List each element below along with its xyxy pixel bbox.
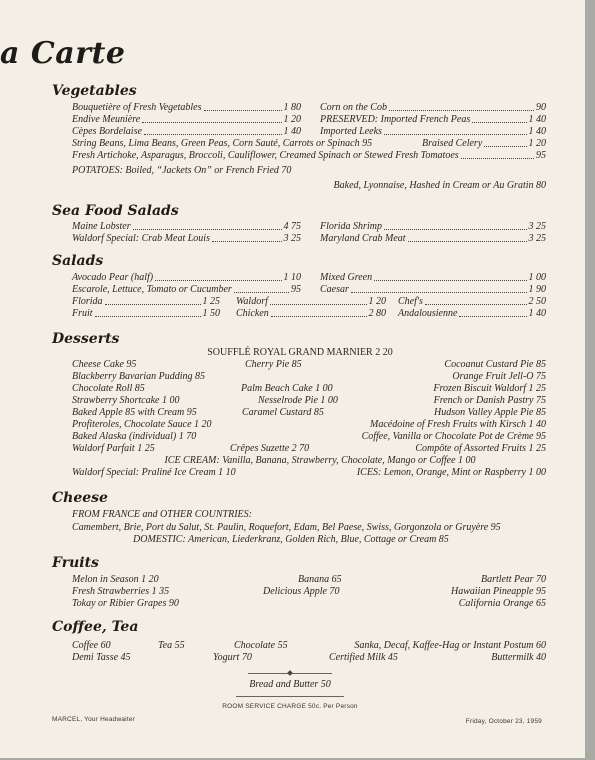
ice-cream-line: ICE CREAM: Vanilla, Banana, Strawberry, Chocolate, Mango or Coffee 1 00 — [164, 455, 476, 466]
item-name: Maryland Crab Meat — [320, 233, 406, 244]
praline-line: Waldorf Special: Praliné Ice Cream 1 10 — [72, 467, 236, 478]
fruits-heading: Fruits — [52, 555, 99, 571]
cheese-heading: Cheese — [52, 490, 108, 506]
item-price: 1 90 — [528, 284, 546, 295]
item-price: 3 25 — [283, 233, 301, 244]
cheese-list-line: Camembert, Brie, Port du Salut, St. Paulin, Roquefort, Edam, Bel Paese, Swiss, Gorgonzola or Gruyère 95 — [72, 522, 501, 533]
salads-heading: Salads — [52, 253, 104, 269]
coffee-item: Yogurt 70 — [213, 652, 252, 663]
menu-item — [72, 233, 301, 245]
menu-item — [72, 296, 220, 308]
item-price: 1 20 — [368, 296, 386, 307]
item-price: 2 80 — [368, 308, 386, 319]
item-price: 1 50 — [202, 308, 220, 319]
item-price: 1 10 — [283, 272, 301, 283]
item-price: 1 25 — [202, 296, 220, 307]
item-name: Corn on the Cob — [320, 102, 387, 113]
dessert-item: Coffee, Vanilla or Chocolate Pot de Crème 95 — [361, 431, 546, 442]
dessert-item: Cheese Cake 95 — [72, 359, 137, 370]
item-name: Mixed Green — [320, 272, 373, 283]
item-name: Bouquetière of Fresh Vegetables — [72, 102, 202, 113]
fruit-item: Tokay or Ribier Grapes 90 — [72, 598, 179, 609]
dessert-item: Macédoine of Fresh Fruits with Kirsch 1 40 — [369, 419, 546, 430]
menu-item — [72, 126, 301, 138]
item-name: Chicken — [236, 308, 269, 319]
menu-item — [398, 308, 546, 320]
menu-item — [320, 221, 546, 233]
item-name: Waldorf Special: Crab Meat Louis — [72, 233, 210, 244]
coffee-item: Tea 55 — [158, 640, 185, 651]
menu-title: a Carte — [0, 36, 126, 71]
dessert-item: Chocolate Roll 85 — [72, 383, 145, 394]
baked-potatoes-line: Baked, Lyonnaise, Hashed in Cream or Au Gratin 80 — [333, 180, 546, 191]
item-name: Fresh Artichoke, Asparagus, Broccoli, Cauliflower, Creamed Spinach or Stewed Fresh Tomatoes — [72, 150, 459, 161]
item-price: 1 40 — [528, 126, 546, 137]
dessert-item: Hudson Valley Apple Pie 85 — [433, 407, 546, 418]
menu-item — [72, 272, 301, 284]
item-price: 1 80 — [283, 102, 301, 113]
ices-line: ICES: Lemon, Orange, Mint or Raspberry 1 00 — [356, 467, 546, 478]
menu-item — [72, 114, 301, 126]
dessert-item: Waldorf Parfait 1 25 — [72, 443, 155, 454]
dessert-item: Profiteroles, Chocolate Sauce 1 20 — [72, 419, 212, 430]
divider — [236, 696, 344, 697]
item-name: Florida — [72, 296, 103, 307]
fruit-item: Bartlett Pear 70 — [481, 574, 546, 585]
dessert-item: Blackberry Bavarian Pudding 85 — [72, 371, 206, 382]
item-name: Imported Leeks — [320, 126, 382, 137]
menu-date: Friday, October 23, 1959 — [465, 718, 542, 725]
divider-ornament — [287, 670, 293, 676]
dessert-item: Cherry Pie 85 — [245, 359, 302, 370]
dessert-item: Cocoanut Custard Pie 85 — [444, 359, 546, 370]
item-price: 1 40 — [528, 308, 546, 319]
item-name: Maine Lobster — [72, 221, 131, 232]
service-charge: ROOM SERVICE CHARGE 50c. Per Person — [222, 703, 358, 710]
item-name: Avocado Pear (half) — [72, 272, 154, 283]
menu-item — [72, 308, 220, 320]
item-name: Escarole, Lettuce, Tomato or Cucumber — [72, 284, 232, 295]
dessert-item: Palm Beach Cake 1 00 — [241, 383, 333, 394]
dessert-item: Crêpes Suzette 2 70 — [230, 443, 310, 454]
dessert-item: Caramel Custard 85 — [242, 407, 324, 418]
coffee-item: Sanka, Decaf, Kaffee-Hag or Instant Postum 60 — [354, 640, 546, 651]
item-price: 1 40 — [283, 126, 301, 137]
fruit-item: Melon in Season 1 20 — [72, 574, 159, 585]
item-name: Florida Shrimp — [320, 221, 382, 232]
coffee-item: Coffee 60 — [72, 640, 111, 651]
menu-item — [72, 150, 546, 162]
item-price: 90 — [536, 102, 546, 113]
coffee-item: Buttermilk 40 — [491, 652, 546, 663]
item-price: 3 25 — [528, 233, 546, 244]
dessert-item: Strawberry Shortcake 1 00 — [72, 395, 180, 406]
dessert-item: French or Danish Pastry 75 — [433, 395, 546, 406]
dessert-item: Nesselrode Pie 1 00 — [258, 395, 338, 406]
item-name: Andalousienne — [398, 308, 458, 319]
item-price: 1 40 — [528, 114, 546, 125]
menu-item — [72, 102, 301, 114]
item-price: 95 — [291, 284, 301, 295]
vegetables-heading: Vegetables — [52, 83, 137, 99]
coffee-item: Chocolate 55 — [234, 640, 288, 651]
menu-item — [320, 126, 546, 138]
menu-item — [72, 221, 301, 233]
dessert-item: Frozen Biscuit Waldorf 1 25 — [433, 383, 546, 394]
item-name: Chef's — [398, 296, 423, 307]
item-price: 2 50 — [528, 296, 546, 307]
menu-item — [422, 138, 546, 150]
fruit-item: Fresh Strawberries 1 35 — [72, 586, 170, 597]
menu-item — [320, 284, 546, 296]
cheese-from-line: FROM FRANCE and OTHER COUNTRIES: — [72, 509, 252, 520]
item-name: Braised Celery — [422, 138, 483, 149]
fruit-item: Banana 65 — [298, 574, 342, 585]
dessert-item: Orange Fruit Jell-O 75 — [452, 371, 546, 382]
item-price: 1 20 — [283, 114, 301, 125]
menu-item — [72, 284, 301, 296]
item-price: 3 25 — [528, 221, 546, 232]
coffee-item: Demi Tasse 45 — [72, 652, 131, 663]
menu-item — [320, 102, 546, 114]
menu-item — [236, 308, 386, 320]
item-name: Cèpes Bordelaise — [72, 126, 142, 137]
item-price: 1 20 — [528, 138, 546, 149]
souffle-line: SOUFFLÉ ROYAL GRAND MARNIER 2 20 — [207, 347, 393, 358]
string-beans-line: String Beans, Lima Beans, Green Peas, Corn Sauté, Carrots or Spinach 95 — [72, 138, 373, 149]
bread-butter-line: Bread and Butter 50 — [249, 679, 331, 690]
item-price: 1 00 — [528, 272, 546, 283]
item-name: PRESERVED: Imported French Peas — [320, 114, 471, 125]
potatoes-line: POTATOES: Boiled, “Jackets On” or French Fried 70 — [72, 165, 292, 176]
headwaiter-credit: MARCEL, Your Headwaiter — [52, 716, 135, 723]
coffee-item: Certified Milk 45 — [329, 652, 398, 663]
item-name: Waldorf — [236, 296, 268, 307]
item-name: Endive Meunière — [72, 114, 141, 125]
menu-item — [236, 296, 386, 308]
item-price: 4 75 — [283, 221, 301, 232]
item-name: Caesar — [320, 284, 349, 295]
item-name: Fruit — [72, 308, 93, 319]
dessert-item: Baked Alaska (individual) 1 70 — [72, 431, 197, 442]
dessert-item: Baked Apple 85 with Cream 95 — [72, 407, 197, 418]
item-price: 95 — [536, 150, 546, 161]
desserts-heading: Desserts — [52, 331, 120, 347]
menu-item — [320, 272, 546, 284]
dessert-item: Compôte of Assorted Fruits 1 25 — [415, 443, 546, 454]
coffee-heading: Coffee, Tea — [52, 619, 139, 635]
cheese-domestic-line: DOMESTIC: American, Liederkranz, Golden Rich, Blue, Cottage or Cream 85 — [133, 534, 449, 545]
fruit-item: Hawaiian Pineapple 95 — [451, 586, 546, 597]
fruit-item: Delicious Apple 70 — [263, 586, 340, 597]
seafood-heading: Sea Food Salads — [52, 203, 179, 219]
fruit-item: California Orange 65 — [458, 598, 546, 609]
menu-item — [398, 296, 546, 308]
menu-item — [320, 233, 546, 245]
menu-item — [320, 114, 546, 126]
